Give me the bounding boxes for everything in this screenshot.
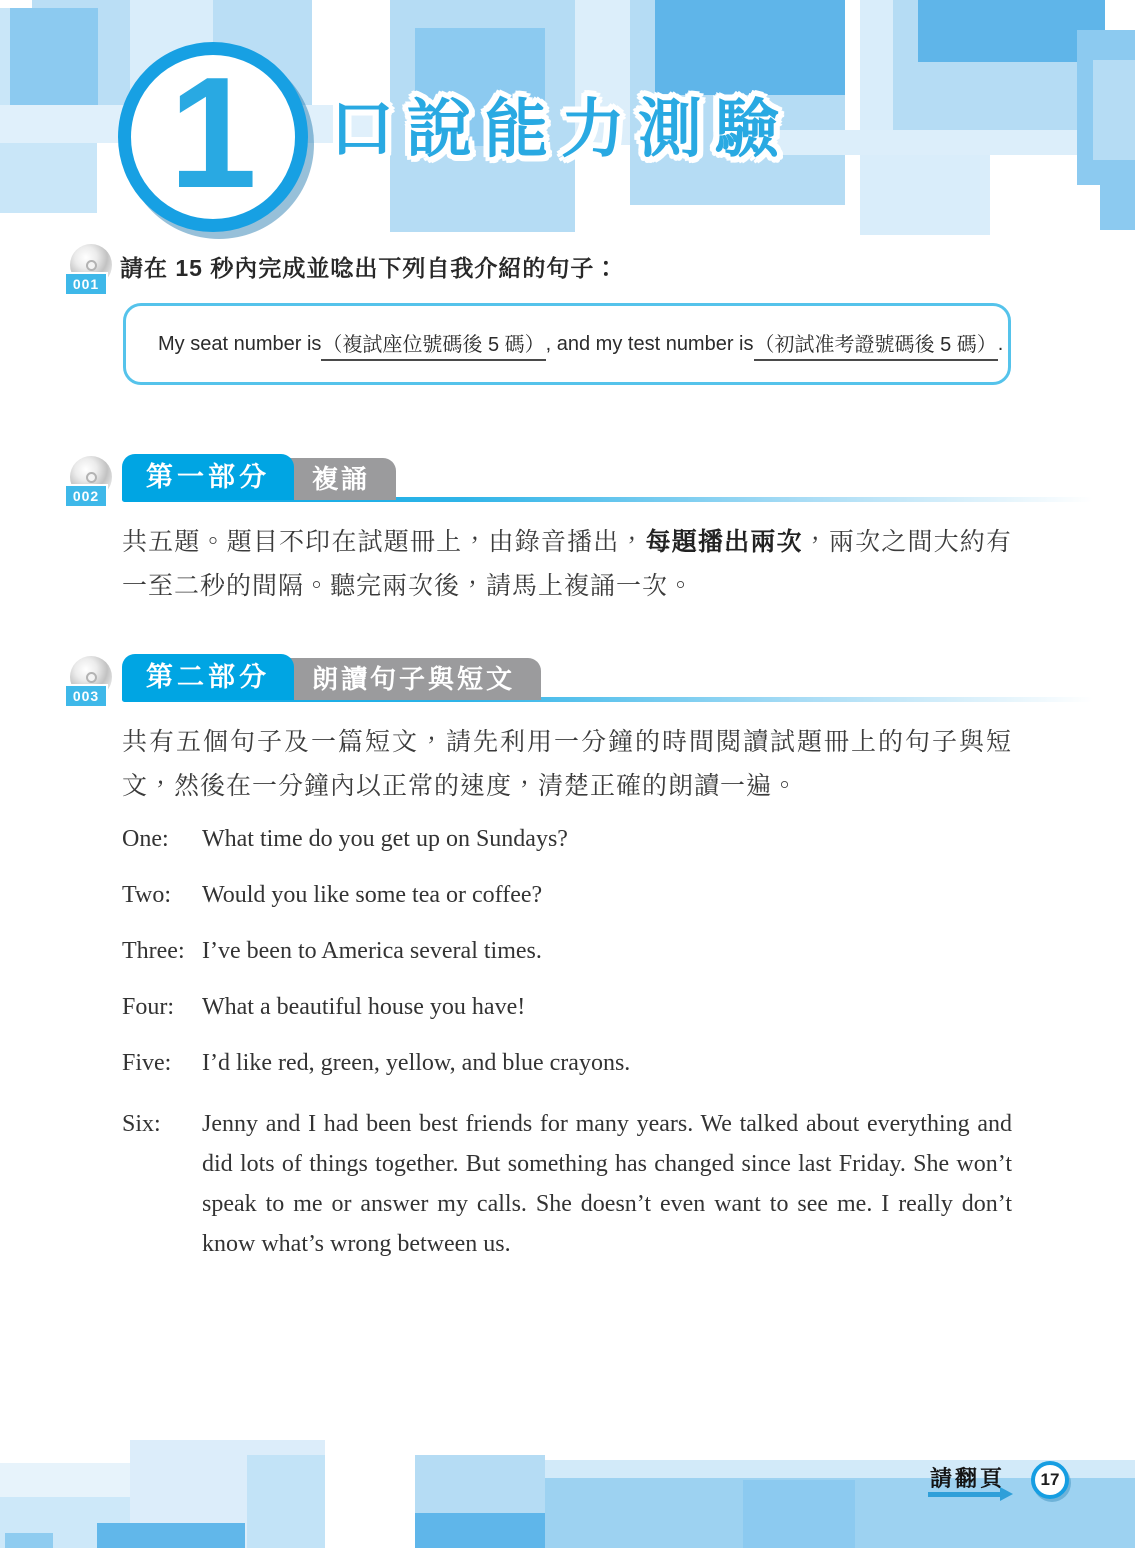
mosaic-tile xyxy=(97,1523,245,1548)
item-label: Five: xyxy=(122,1050,172,1076)
mosaic-tile xyxy=(765,130,1103,155)
item-text: What time do you get up on Sundays? xyxy=(202,826,568,852)
part-label-tab: 第一部分 xyxy=(122,454,294,500)
cd-track-number: 003 xyxy=(64,684,108,708)
turn-page-label: 請翻頁 xyxy=(930,1466,1006,1491)
sentence-prefix: My seat number is xyxy=(158,332,322,355)
desc-text: 共五題。題目不印在試題冊上，由錄音播出， xyxy=(122,527,646,556)
mosaic-tile xyxy=(415,1513,545,1548)
page-title: 口說能力測驗 xyxy=(330,93,792,165)
mosaic-tile xyxy=(247,1455,325,1548)
mosaic-tile xyxy=(743,1480,855,1548)
part-title-tab: 複誦 xyxy=(280,458,396,500)
section-1-header xyxy=(122,452,1093,502)
self-introduction-box xyxy=(123,303,1011,385)
seat-number-blank: （複試座位號碼後 5 碼） xyxy=(321,328,545,361)
list-item xyxy=(122,936,1012,966)
item-label: Two: xyxy=(122,882,171,908)
intro-instruction: 請在 15 秒內完成並唸出下列自我介紹的句子： xyxy=(120,255,619,281)
section-2-description xyxy=(122,720,1012,808)
cd-track-number: 001 xyxy=(64,272,108,296)
cd-track-icon xyxy=(64,244,112,296)
cd-track-icon xyxy=(64,656,112,708)
list-item xyxy=(122,880,1012,910)
list-item xyxy=(122,992,1012,1022)
desc-bold-text: 每題播出兩次 xyxy=(645,527,803,556)
desc-text: ，兩次之間大約有一至二秒的間隔。聽完兩次後，請馬上複誦一次。 xyxy=(122,527,1012,600)
list-item xyxy=(122,1048,1012,1078)
item-text: What a beautiful house you have! xyxy=(202,994,526,1020)
test-number-blank: （初試准考證號碼後 5 碼） xyxy=(754,328,998,361)
sentence-middle: , and my test number is xyxy=(545,332,754,355)
item-text: I’ve been to America several times. xyxy=(202,938,542,964)
item-label: Four: xyxy=(122,994,175,1020)
page-number-badge xyxy=(1031,1461,1069,1499)
mosaic-tile xyxy=(1105,1430,1135,1460)
cd-track-number: 002 xyxy=(64,484,108,508)
sentence-suffix: . xyxy=(997,332,1004,355)
page-number: 17 xyxy=(1040,1470,1060,1489)
item-label: Six: xyxy=(122,1111,161,1137)
item-text: Jenny and I had been best friends for many years. We talked about everything and did lots of things together. But something has changed since last Friday. She won’t speak to me or answer my calls. She doesn’t even want to see me. I really don’t know what’s wrong between us. xyxy=(202,1111,1012,1257)
list-item xyxy=(122,824,1012,854)
cd-track-icon xyxy=(64,456,112,508)
mosaic-tile xyxy=(10,8,98,107)
item-label: One: xyxy=(122,826,169,852)
item-label: Three: xyxy=(122,938,185,964)
reading-sentence-list xyxy=(122,824,1012,1264)
mosaic-tile xyxy=(1093,60,1135,160)
part-title-tab: 朗讀句子與短文 xyxy=(280,658,541,700)
section-2-header xyxy=(122,652,1093,702)
section-1-description xyxy=(122,520,1012,608)
part-label-tab: 第二部分 xyxy=(122,654,294,700)
item-text: Would you like some tea or coffee? xyxy=(202,882,543,908)
turn-page-arrow-icon xyxy=(928,1492,1000,1497)
mosaic-tile xyxy=(5,1533,53,1548)
chapter-number: 1 xyxy=(169,45,257,221)
chapter-number-badge xyxy=(118,42,308,232)
item-text: I’d like red, green, yellow, and blue crayons. xyxy=(202,1050,631,1076)
desc-text: 共有五個句子及一篇短文，請先利用一分鐘的時間閱讀試題冊上的句子與短文，然後在一分鐘內以正常的速度，清楚正確的朗讀一遍。 xyxy=(122,727,1012,800)
list-item xyxy=(122,1104,1012,1264)
